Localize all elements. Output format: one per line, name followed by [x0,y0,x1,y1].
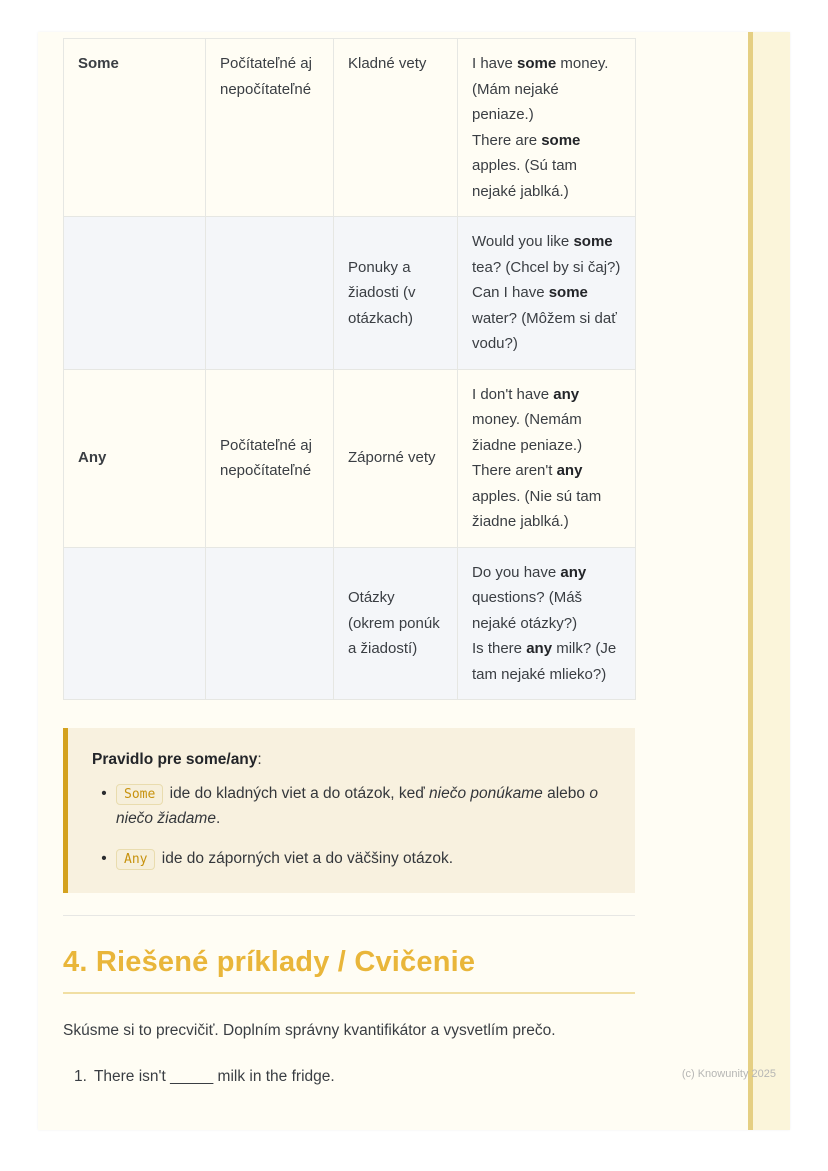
exercise-text: There isn't _____ milk in the fridge. [93,1067,335,1085]
footer-credit: (c) Knowunity 2025 [681,1068,776,1080]
intro-paragraph: Skúsme si to precvičiť. Doplním správny kvantifikátor a vysvetlím prečo. [63,1022,556,1039]
page-content [63,32,635,1086]
text-run: money. (Nemám žiadne peniaze.) [472,411,583,454]
cell-usage: Záporné vety [334,369,458,547]
bullet-marker: • [101,784,107,802]
cell-usage: Otázky (okrem ponúk a žiadostí) [334,547,458,700]
text-run: some [541,131,581,149]
cell-examples [458,369,636,547]
text-run: ide do záporných viet a do väčšiny otázok. [157,849,454,867]
text-run: . [215,810,221,828]
cell-usage: Kladné vety [334,39,458,217]
text-run: ide do kladných viet a do otázok, keď [165,784,430,802]
cell-quantifier: Some [64,39,206,217]
exercise-item [63,1068,635,1086]
cell-examples [458,39,636,217]
cell-countability [206,547,334,700]
table-row [64,369,636,547]
text-run: any [526,640,553,657]
cell-examples [458,217,636,370]
text-run: some [517,55,557,72]
text-run: some [548,284,588,301]
text-run: I have [472,55,518,72]
text-run: : [257,751,262,768]
table-row [64,39,636,217]
callout-title [92,747,611,773]
text-run: apples. (Sú tam nejaké jablká.) [472,157,578,200]
text-run: Do you have [472,563,561,581]
cell-countability [206,217,334,370]
text-run: any [560,563,587,581]
exercise-number: 1. [74,1067,87,1085]
text-run: There aren't [472,462,557,479]
text-run: tea? (Chcel by si čaj?) [472,258,621,276]
cell-usage: Ponuky a žiadosti (v otázkach) [334,217,458,370]
text-run: questions? (Máš nejaké otázky?) [472,589,583,632]
document-page [38,32,790,1130]
bullet-item [92,846,611,872]
bullet-marker: • [101,849,107,867]
code-chip: Any [116,849,155,870]
text-run: Is there [472,640,527,657]
text-run: Can I have [472,284,549,301]
cell-quantifier [64,547,206,700]
text-run: money. (Mám nejaké peniaze.) [472,55,609,123]
some-any-table [63,38,636,700]
text-run: any [553,385,580,403]
text-run: o niečo žiadame [116,784,598,828]
rule-callout [63,728,635,893]
cell-countability: Počítateľné aj nepočítateľné [206,369,334,547]
text-run: apples. (Nie sú tam žiadne jablká.) [472,487,602,530]
text-run: milk? (Je tam nejaké mlieko?) [472,640,617,683]
section-heading: 4. Riešené príklady / Cvičenie [63,946,635,994]
cell-examples [458,547,636,700]
text-run: Pravidlo pre some/any [92,751,258,768]
text-run: alebo [542,784,590,802]
text-run: niečo ponúkame [429,784,543,802]
bullet-text [116,846,611,872]
section-divider [63,915,635,916]
text-run: some [573,233,613,250]
text-run: any [556,462,583,479]
page-edge-stripe [748,32,790,1130]
bullet-text [116,781,611,832]
cell-quantifier [64,217,206,370]
table-row [64,217,636,370]
bullet-item [92,781,611,832]
text-run: There are [472,131,542,149]
code-chip: Some [116,784,163,805]
table-row [64,547,636,700]
text-run: I don't have [472,385,554,403]
cell-quantifier: Any [64,369,206,547]
text-run: water? (Môžem si dať vodu?) [472,309,617,352]
text-run: Would you like [472,233,574,250]
cell-countability: Počítateľné aj nepočítateľné [206,39,334,217]
